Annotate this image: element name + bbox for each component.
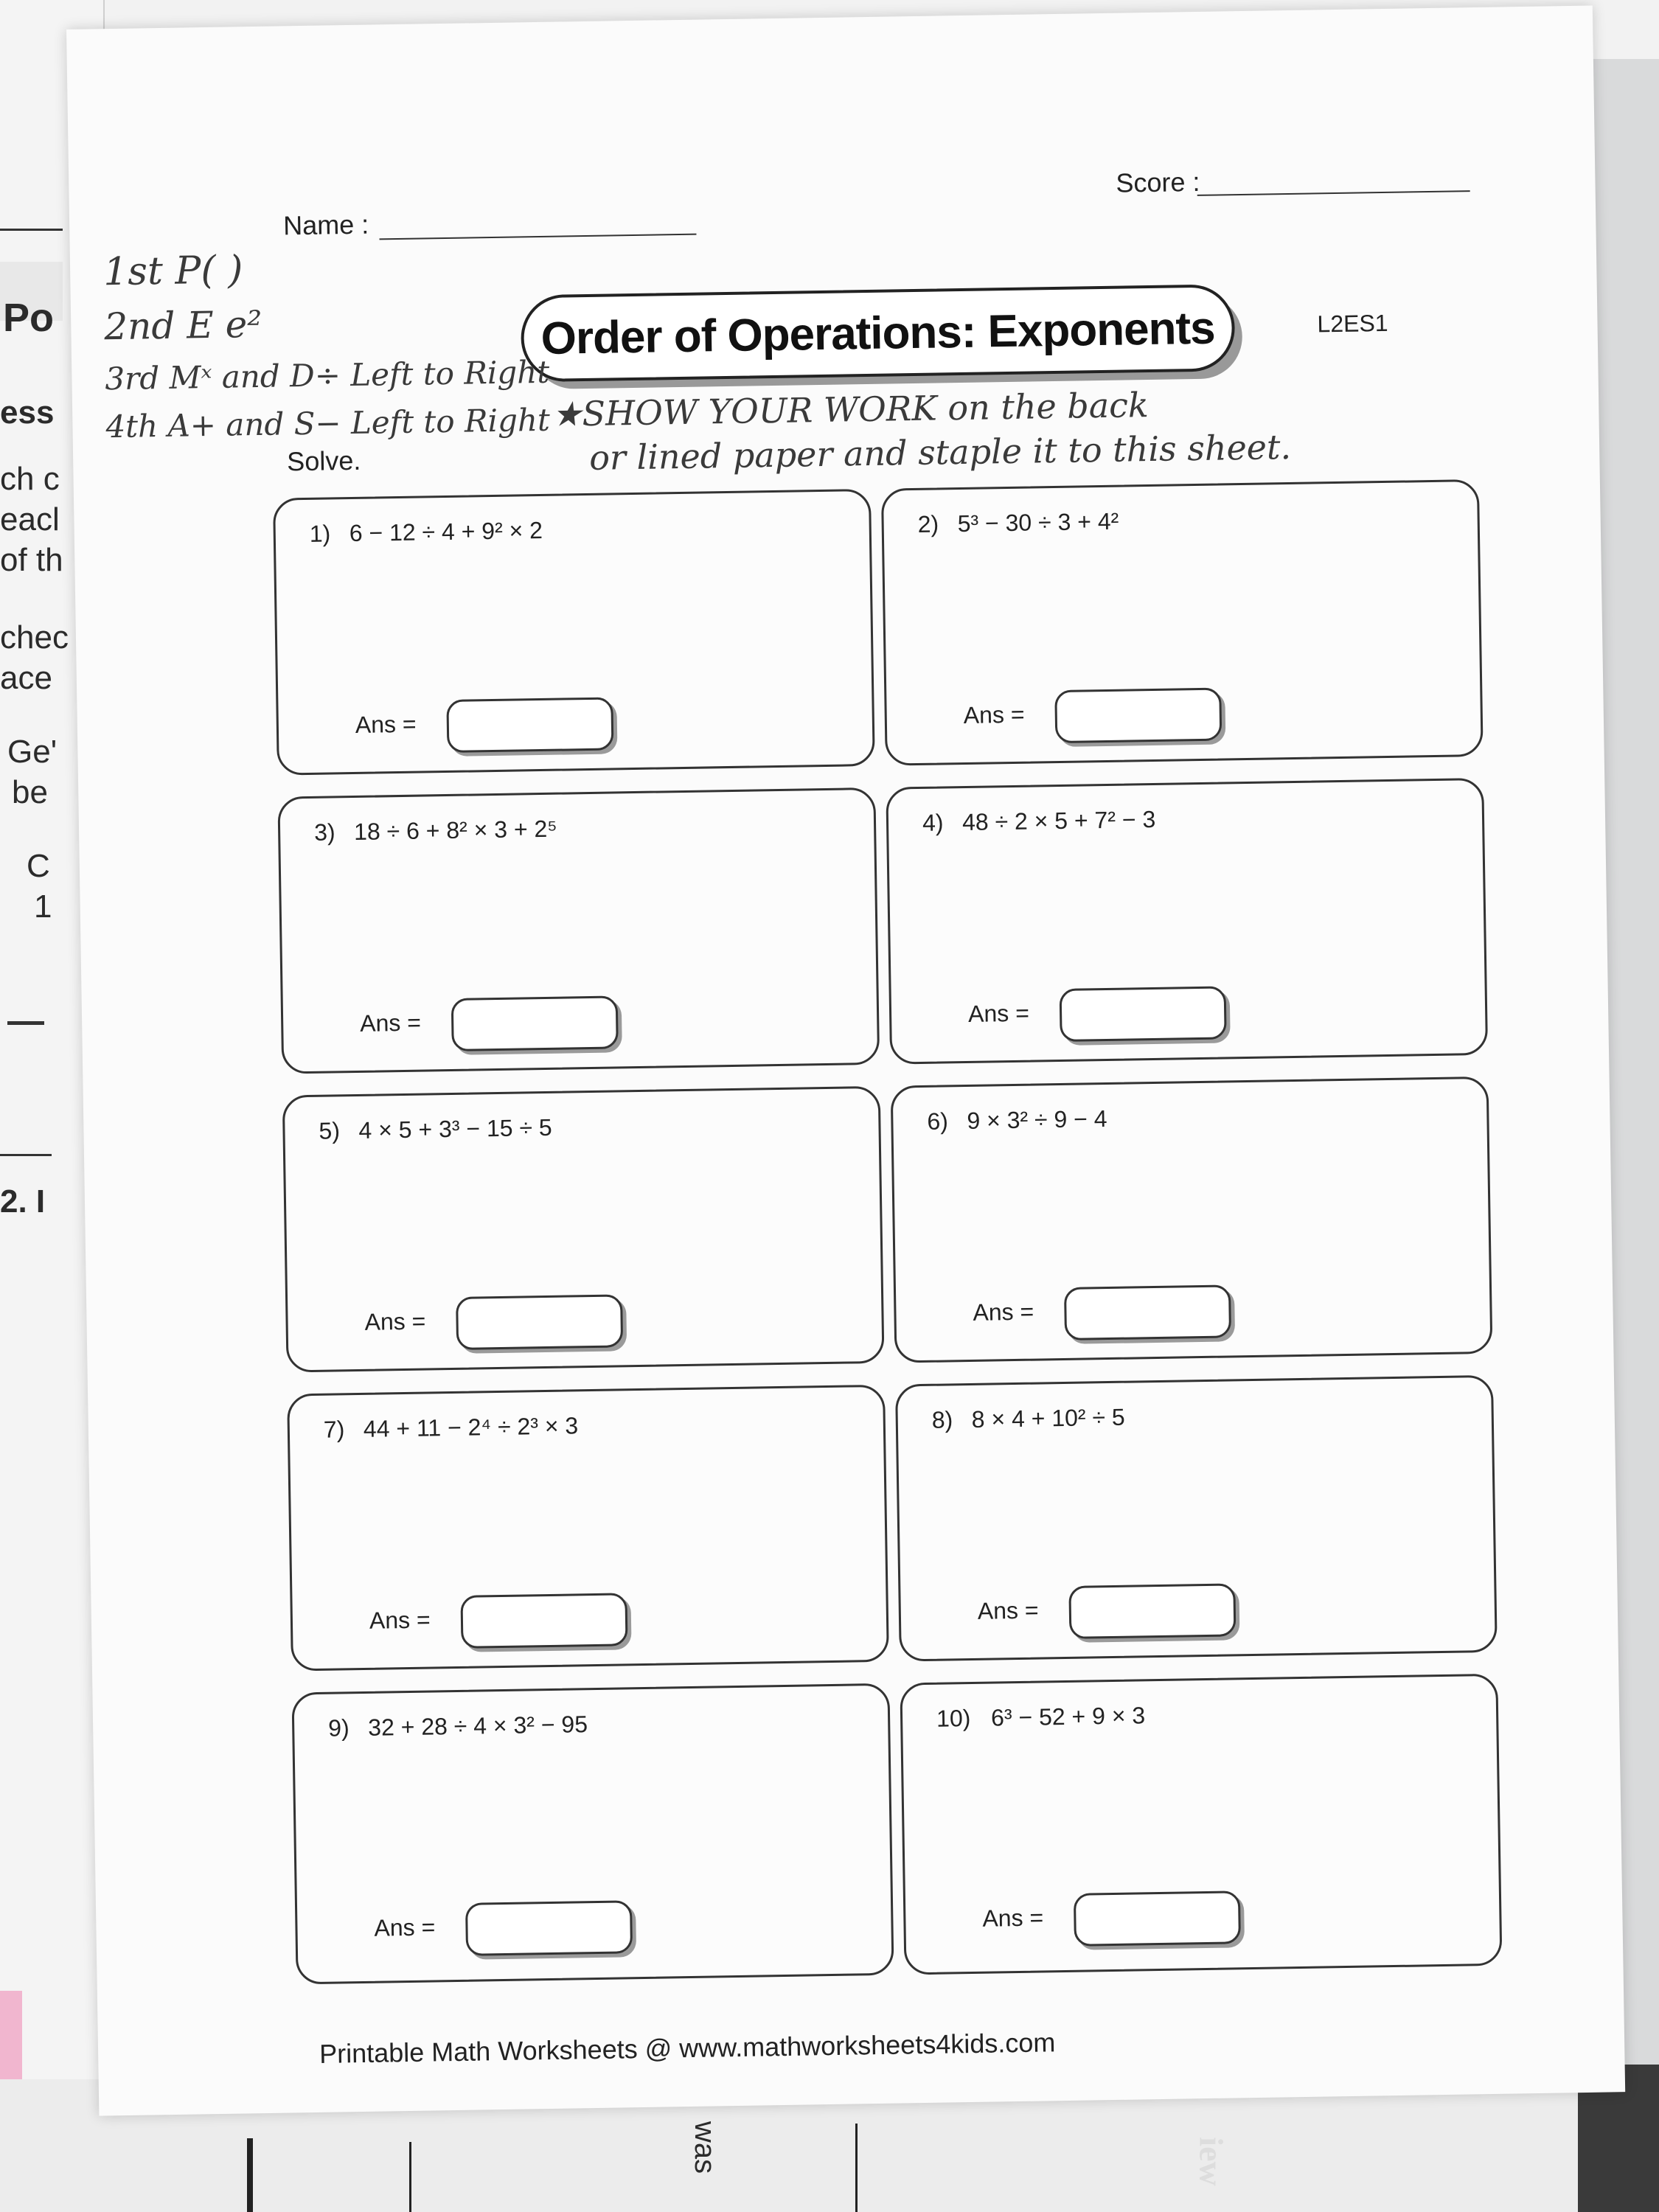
name-label: Name : bbox=[282, 209, 369, 241]
background-rule bbox=[247, 2138, 253, 2212]
background-fragment: 2. I bbox=[0, 1183, 46, 1220]
score-line[interactable] bbox=[1197, 190, 1470, 196]
answer-label: Ans = bbox=[977, 1596, 1039, 1624]
background-fragment: eacl bbox=[0, 501, 60, 538]
answer-label: Ans = bbox=[369, 1606, 431, 1634]
background-rule bbox=[409, 2142, 411, 2212]
background-fragment: was bbox=[689, 2121, 722, 2174]
problem-card-8 bbox=[895, 1375, 1498, 1662]
answer-box[interactable] bbox=[1054, 688, 1222, 744]
problem-number: 6) bbox=[927, 1107, 949, 1135]
title-banner bbox=[521, 284, 1236, 382]
problem-expression: 4 × 5 + 3³ − 15 ÷ 5 bbox=[358, 1113, 552, 1144]
answer-box[interactable] bbox=[451, 995, 619, 1051]
problem-number: 1) bbox=[309, 520, 331, 547]
handwritten-step-multiply-divide: 3rd Mˣ and D÷ Left to Right bbox=[105, 353, 550, 397]
answer-label: Ans = bbox=[359, 1009, 422, 1037]
problem-expression: 32 + 28 ÷ 4 × 3² − 95 bbox=[367, 1711, 588, 1741]
problem-expression: 44 + 11 − 2⁴ ÷ 2³ × 3 bbox=[363, 1412, 579, 1442]
answer-box[interactable] bbox=[1060, 986, 1227, 1042]
problem-number: 4) bbox=[922, 809, 944, 836]
name-line[interactable] bbox=[380, 234, 697, 240]
answer-box[interactable] bbox=[465, 1900, 633, 1956]
problem-card-6 bbox=[891, 1077, 1493, 1363]
worksheet-code: L2ES1 bbox=[1317, 309, 1388, 338]
answer-label: Ans = bbox=[364, 1307, 426, 1335]
problem-expression: 8 × 4 + 10² ÷ 5 bbox=[971, 1403, 1125, 1433]
footer-credit: Printable Math Worksheets @ www.mathworksheets4kids.com bbox=[319, 2027, 1056, 2069]
background-fragment: C bbox=[27, 848, 50, 884]
answer-label: Ans = bbox=[982, 1904, 1044, 1932]
problem-card-5 bbox=[282, 1086, 885, 1373]
answer-box[interactable] bbox=[1064, 1284, 1231, 1340]
background-fragment: 1 bbox=[34, 888, 52, 925]
problem-expression: 48 ÷ 2 × 5 + 7² − 3 bbox=[961, 805, 1156, 836]
problem-number: 10) bbox=[936, 1705, 971, 1732]
page-title: Order of Operations: Exponents bbox=[540, 302, 1216, 364]
background-fragment: iew bbox=[1192, 2137, 1231, 2186]
problem-number: 2) bbox=[917, 510, 939, 538]
answer-box[interactable] bbox=[460, 1593, 627, 1649]
background-rule bbox=[855, 2124, 858, 2212]
score-label: Score : bbox=[1116, 166, 1200, 198]
problem-number: 3) bbox=[313, 818, 335, 846]
problem-card-3 bbox=[277, 787, 880, 1074]
background-fragment: ch c bbox=[0, 461, 60, 497]
problem-expression: 5³ − 30 ÷ 3 + 4² bbox=[957, 507, 1119, 538]
background-fragment: ess bbox=[0, 394, 55, 431]
problem-card-7 bbox=[287, 1385, 889, 1672]
answer-label: Ans = bbox=[374, 1913, 436, 1941]
background-fragment: be bbox=[12, 774, 48, 810]
answer-label: Ans = bbox=[355, 710, 417, 738]
problem-number: 7) bbox=[323, 1416, 345, 1443]
background-fragment: ace bbox=[0, 660, 52, 696]
answer-box[interactable] bbox=[446, 697, 613, 753]
answer-box[interactable] bbox=[456, 1294, 623, 1350]
solve-label: Solve. bbox=[286, 445, 361, 477]
background-fragment: of th bbox=[0, 542, 63, 578]
handwritten-step-add-subtract: 4th A+ and S− Left to Right bbox=[105, 401, 551, 445]
problem-number: 8) bbox=[931, 1406, 953, 1433]
handwritten-step-exponents: 2nd E e² bbox=[103, 302, 262, 349]
problem-card-1 bbox=[273, 489, 875, 776]
problem-card-2 bbox=[881, 479, 1484, 766]
background-fragment: Ge' bbox=[7, 734, 58, 770]
problem-number: 5) bbox=[319, 1117, 341, 1144]
problem-card-10 bbox=[900, 1674, 1502, 1975]
handwritten-instruction-line2: or lined paper and staple it to this sheet. bbox=[588, 426, 1292, 478]
problem-expression: 9 × 3² ÷ 9 − 4 bbox=[967, 1105, 1107, 1134]
answer-box[interactable] bbox=[1068, 1583, 1236, 1639]
handwritten-instruction-line1: ★SHOW YOUR WORK on the back bbox=[551, 385, 1150, 434]
problem-card-4 bbox=[886, 778, 1488, 1065]
answer-label: Ans = bbox=[973, 1298, 1034, 1326]
problem-number: 9) bbox=[327, 1714, 349, 1742]
background-rule bbox=[0, 1154, 52, 1156]
background-rule bbox=[0, 229, 63, 231]
problem-expression: 6³ − 52 + 9 × 3 bbox=[990, 1702, 1146, 1731]
answer-box[interactable] bbox=[1074, 1891, 1241, 1947]
problem-expression: 18 ÷ 6 + 8² × 3 + 2⁵ bbox=[353, 815, 557, 846]
answer-label: Ans = bbox=[963, 700, 1025, 729]
background-fragment: chec bbox=[0, 619, 69, 655]
background-fragment: Po bbox=[3, 296, 55, 340]
problem-card-9 bbox=[291, 1683, 894, 1985]
answer-label: Ans = bbox=[967, 999, 1030, 1027]
handwritten-step-parentheses: 1st P( ) bbox=[102, 248, 243, 295]
problem-expression: 6 − 12 ÷ 4 + 9² × 2 bbox=[349, 516, 543, 547]
background-arrow bbox=[7, 1021, 44, 1025]
worksheet bbox=[66, 5, 1625, 2115]
